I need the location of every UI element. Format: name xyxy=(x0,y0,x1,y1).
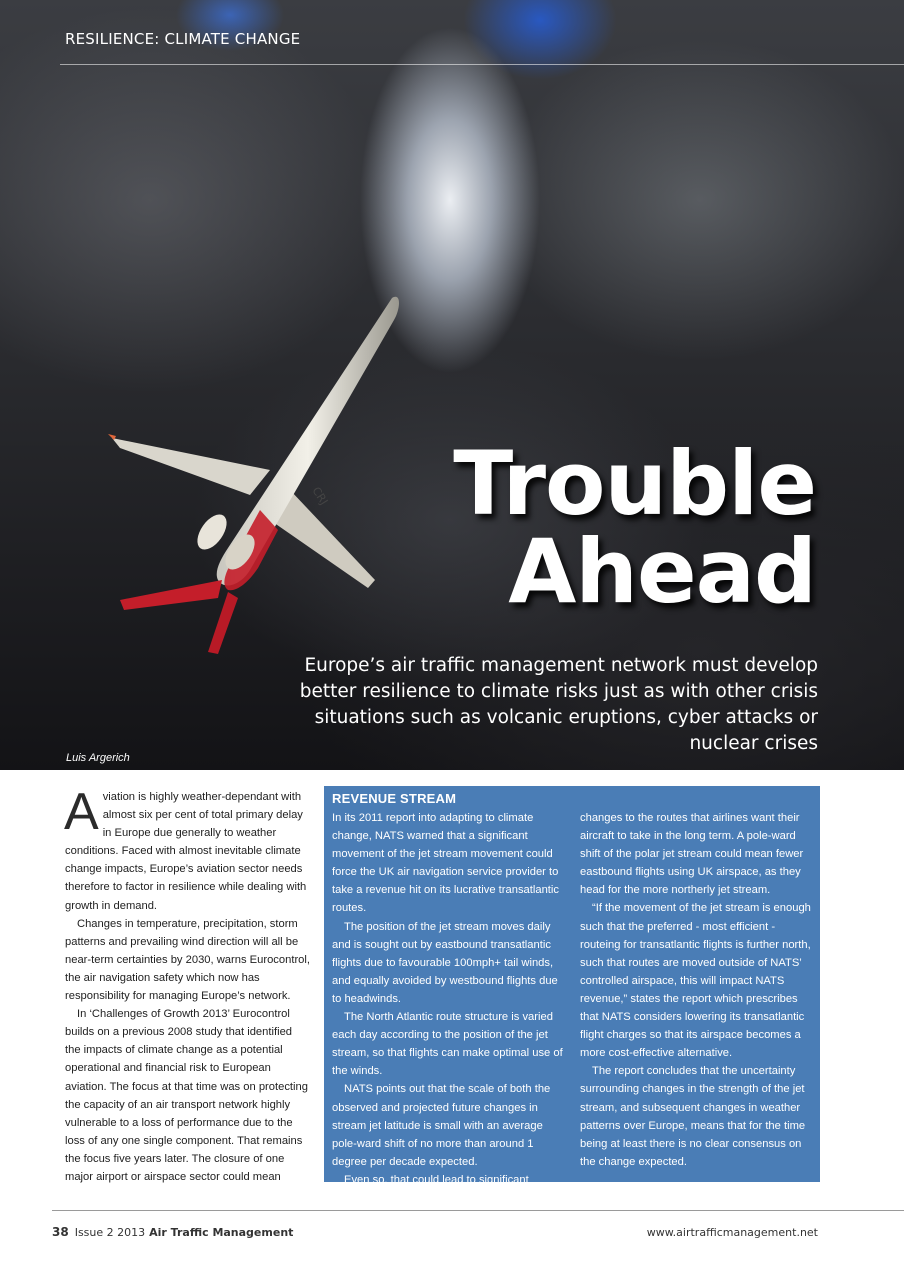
box-column-2 xyxy=(580,809,812,1171)
title-line-1: Trouble xyxy=(453,432,816,535)
page-number: 38 xyxy=(52,1225,69,1239)
box-paragraph: In its 2011 report into adapting to climate change, NATS warned that a significant movement of the jet stream movement could force the UK air navigation service provider to take a revenue hit on its lucrative transatlantic routes. xyxy=(332,812,559,915)
box-paragraph: Even so, that could lead to significant xyxy=(344,1173,529,1186)
engine-left xyxy=(192,509,233,554)
revenue-stream-box xyxy=(324,786,820,1186)
box-title: REVENUE STREAM xyxy=(332,791,457,806)
box-paragraph: changes to the routes that airlines want their aircraft to take in the long term. A pole-ward shift of the polar jet stream could mean fewer eastbound flights using UK airspace, as they head for the more northerly jet stream. xyxy=(580,812,804,897)
article-standfirst: Europe’s air traffic management network must develop better resilience to climate risks just as with other crisis situations such as volcanic eruptions, cyber attacks or nuclear crises xyxy=(299,655,818,754)
article-title xyxy=(316,432,816,623)
issue-label: Issue 2 2013 xyxy=(74,1226,146,1239)
box-paragraph: The position of the jet stream moves daily and is sought out by eastbound transatlantic flights due to favourable 100mph+ tail winds, and equally avoided by westbound flights due to headwinds. xyxy=(332,920,558,1005)
box-column-1 xyxy=(332,809,564,1189)
article-paragraph: Changes in temperature, precipitation, storm patterns and prevailing wind direction will all be near-term certainties by 2030, warns Eurocontrol, the air navigation safety which now has responsibility for managing Europe’s network. xyxy=(65,917,310,1003)
livery-text: CRJ xyxy=(309,484,331,508)
article-body xyxy=(64,783,310,1186)
magazine-name: Air Traffic Management xyxy=(149,1226,294,1239)
tail-fin xyxy=(120,580,222,610)
footer-folio xyxy=(52,1225,293,1239)
article-paragraph: In ‘Challenges of Growth 2013’ Eurocontrol builds on a previous 2008 study that identified the impacts of climate change as a potential operational and financial risk to European aviation. The focus at that time was on protecting the capacity of an air transport network highly vulnerable to a loss of performance due to the loss of any one single component. That remains the focus five years later. The closure of one major airport or airspace sector could mean xyxy=(65,1008,308,1183)
footer-rule xyxy=(52,1210,904,1211)
article-paragraph: Aviation is highly weather-dependant with almost six per cent of total primary delay in Europe due generally to weather conditions. Faced with almost inevitable climate change impacts, Europe’s aviation sector needs therefore to factor in resilience while dealing with growth in demand. xyxy=(64,783,307,912)
title-line-2: Ahead xyxy=(508,520,816,623)
box-paragraph: The North Atlantic route structure is varied each day according to the position of the jet stream, so that flights can make optimal use of the winds. xyxy=(332,1011,563,1078)
website-url: www.airtrafficmanagement.net xyxy=(646,1226,818,1239)
box-paragraph: “If the movement of the jet stream is enough such that the preferred - most efficient - routeing for transatlantic flights is further north, such that routes are moved outside of NATS’ controlled airspace, this will impact NATS revenue,” states the report which prescribes that NATS considers lowering its transatlantic flight charges so that its airspace becomes a more cost-effective alternative. xyxy=(580,902,811,1060)
left-wing xyxy=(112,438,270,495)
section-label: RESILIENCE: CLIMATE CHANGE xyxy=(65,30,301,48)
dropcap: A xyxy=(64,783,99,841)
box-paragraph: NATS points out that the scale of both the observed and projected future changes in stream jet latitude is small with an average pole-ward shift of no more than around 1 degree per decade expected. xyxy=(332,1083,551,1168)
box-paragraph: The report concludes that the uncertainty surrounding changes in the strength of the jet stream, and subsequent changes in weather patterns over Europe, means that for the time being at least there is no clear consensus on the change expected. xyxy=(580,1065,806,1168)
photo-credit: Luis Argerich xyxy=(66,752,130,764)
header-rule xyxy=(60,64,904,65)
